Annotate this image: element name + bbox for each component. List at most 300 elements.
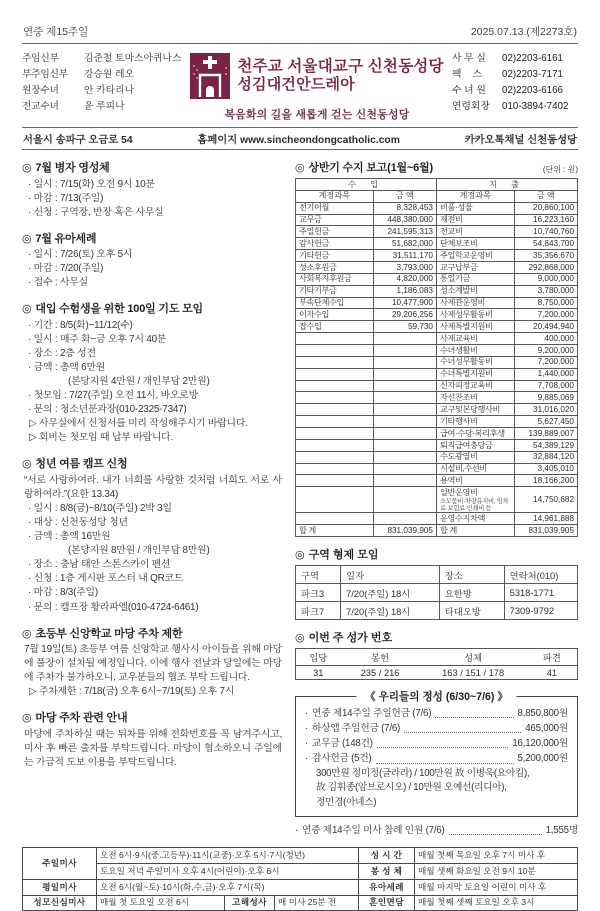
dot-leader	[449, 834, 542, 835]
contact-value: 02)2203-6161	[502, 53, 564, 64]
church-name-line1: 천주교 서울대교구 신천동성당	[237, 58, 444, 76]
offerings-list	[305, 706, 568, 810]
notice-line: · 마감 : 7/20(주일)	[28, 263, 104, 275]
church-logo	[190, 53, 230, 99]
income-amount-cell	[373, 356, 436, 368]
hymn-header-row	[296, 649, 578, 666]
income-account-cell	[296, 463, 374, 475]
notice-line: · 마감 : 7/13(주일)	[28, 192, 104, 204]
mass-schedule-row	[23, 895, 578, 911]
expense-account-cell: 사제성무활동비	[436, 309, 514, 321]
income-amount-cell: 59,730	[373, 321, 436, 333]
income-total-amount: 831,039,905	[373, 525, 436, 537]
notice-line: “서로 사랑하여라. 내가 너희를 사랑한 것처럼 너희도 서로 사랑하여라.”(요한 13.34)	[24, 474, 282, 500]
mass-content-cell: 매월 첫째 셋째 토요일 오후 3시	[415, 895, 578, 911]
expense-account-cell: 수도광열비	[436, 451, 514, 463]
expense-account-cell: 수녀생활비	[436, 345, 514, 357]
income-account-cell: 감사헌금	[296, 238, 374, 250]
finance-report-title: ◎ 상반기 수지 보고(1월~6월)	[295, 162, 433, 174]
kakao-channel: 카카오톡채널 신천동성당	[464, 135, 577, 146]
notice-section	[22, 230, 282, 291]
finance-row	[296, 513, 578, 525]
notice-line: · 첫모임 : 7/27(주일) 오전 11시, 바오로방	[28, 390, 198, 402]
homepage-label: 홈페이지	[197, 135, 238, 146]
dot-leader	[377, 747, 509, 748]
finance-column-header: 금 액	[373, 190, 436, 202]
notice-line: (본당지원 4만원 / 개인부담 2만원)	[68, 376, 210, 388]
bullet-marker-icon: ·	[305, 753, 309, 765]
expense-amount-cell: 3,780,000	[514, 285, 577, 297]
income-amount-cell	[373, 380, 436, 392]
group-cell: 7309-9792	[504, 602, 577, 620]
income-amount-cell	[373, 368, 436, 380]
expense-amount-cell: 54,389,129	[514, 439, 577, 451]
notice-line: · 일시 : 매주 화~금 오후 7시 40분	[28, 333, 167, 345]
contact-row	[452, 67, 578, 83]
contact-value: 02)2203-7171	[502, 69, 564, 81]
hymn-numbers-title: ◎ 이번 주 성가 번호	[295, 632, 393, 645]
notice-section-title	[22, 300, 282, 316]
section-marker-icon: ◎	[295, 632, 305, 645]
staff-name: 김준철 토마스아퀴나스	[84, 53, 182, 64]
mass-label-cell: 봉 성 체	[359, 864, 415, 880]
finance-row	[296, 321, 578, 333]
income-account-cell	[296, 404, 374, 416]
mass-content-cell: 오전 6시(월~토)·10시(화,수,금)·오후 7시(목)	[97, 879, 359, 895]
offering-line	[305, 736, 568, 751]
notice-line: ▷ 사무실에서 신청서를 미리 작성해주시기 바랍니다.	[29, 418, 248, 430]
attendance-label: 연중 제14주일 미사 참례 인원 (7/6)	[302, 825, 445, 837]
income-header: 수 입	[296, 179, 437, 191]
finance-row	[296, 404, 578, 416]
offerings-title: 《 우리들의 정성 (6/30~7/6) 》	[356, 689, 517, 704]
group-header-cell: 장소	[439, 566, 504, 584]
income-amount-cell: 10,477,900	[373, 297, 436, 309]
notice-line: 7월 19일(토) 초등부 여름 신앙학교 행사시 아이들을 위해 마당에 풀장이 설치될 예정입니다. 이에 행사 전날과 당일에는 마당에 주차가 불가하오니, 교우분들의 협조 부탁 드립니다.	[24, 644, 282, 684]
income-amount-cell	[373, 345, 436, 357]
income-amount-cell: 31,511,170	[373, 250, 436, 262]
mass-content-cell: 토요일 저녁 주일미사 오후 4시(어린이)·오후 6시	[97, 864, 359, 880]
mass-content-cell: 오전 6시·9시(중.고등부)·11시(교중)·오후 5시·7시(청년)	[97, 848, 359, 864]
income-amount-cell: 8,328,453	[373, 202, 436, 214]
staff-name: 강승원 레오	[84, 69, 135, 81]
top-bar	[22, 24, 578, 44]
finance-row	[296, 451, 578, 463]
finance-row	[296, 226, 578, 238]
expense-account-cell: 사제특별지원비	[436, 321, 514, 333]
offering-value: 5,200,000원	[517, 753, 568, 765]
expense-amount-cell: 31,016,020	[514, 404, 577, 416]
homepage-url: www.sincheondongcatholic.com	[240, 135, 400, 146]
section-marker-icon: ◎	[295, 162, 305, 174]
expense-account-cell: 교구및본당행사비	[436, 404, 514, 416]
section-marker-icon: ◎	[22, 303, 32, 316]
liturgical-season: 연중 제15주일	[23, 26, 89, 38]
hymn-value-cell: 235 / 216	[360, 667, 400, 678]
expense-account-cell: 성소계발비	[436, 285, 514, 297]
group-cell: 타대오방	[439, 602, 504, 620]
income-amount-cell: 4,820,000	[373, 273, 436, 285]
finance-table	[295, 178, 578, 537]
expense-account-cell: 자선찬조비	[436, 392, 514, 404]
offering-value: 465,000원	[525, 723, 568, 735]
notice-line: · 신청 : 1층 게시판 포스터 내 QR코드	[28, 573, 184, 585]
mass-label-cell: 성 시 간	[359, 848, 415, 864]
expense-account-cell: 용역비	[436, 475, 514, 487]
contact-label: 수 녀 원	[452, 85, 486, 97]
expense-amount-cell: 14,750,682	[514, 487, 577, 513]
expense-account-cell: 단체보조비	[436, 238, 514, 250]
finance-row	[296, 214, 578, 226]
church-name	[237, 58, 443, 94]
group-header-cell: 구역	[296, 566, 341, 584]
expense-account-cell: 사제관운영비	[436, 297, 514, 309]
right-column	[295, 159, 578, 838]
group-cell: 파크7	[296, 602, 341, 620]
finance-row	[296, 439, 578, 451]
dot-leader	[435, 717, 513, 718]
finance-row	[296, 309, 578, 321]
notice-title-text: 7월 병자 영성체	[35, 162, 110, 174]
offering-detail-line: 故 김휘종(암브로시오) / 10만원 오예선(리디아),	[316, 782, 507, 794]
expense-account-cell: 교구납부금	[436, 262, 514, 274]
expense-account-cell: 비품·성물	[436, 202, 514, 214]
finance-row	[296, 285, 578, 297]
finance-row	[296, 202, 578, 214]
staff-role: 부주임신부	[22, 69, 68, 81]
hymn-value-cell: 41	[546, 667, 558, 678]
notice-line: · 장소 : 충남 태안 스톤스카이 펜션	[28, 559, 171, 571]
mass-label-cell: 고해성사	[225, 895, 275, 911]
notice-line: · 기간 : 8/5(화)~11/12(수)	[28, 319, 133, 331]
mass-schedule-table	[22, 847, 578, 911]
offering-line	[305, 751, 568, 766]
income-account-cell: 사회복지후원금	[296, 273, 374, 285]
group-header-cell: 연락처(010)	[504, 566, 577, 584]
dot-leader	[376, 763, 514, 764]
group-cell: 요한방	[439, 584, 504, 602]
group-header-cell: 일자	[341, 566, 440, 584]
income-account-cell	[296, 380, 374, 392]
income-account-cell: 주일헌금	[296, 226, 374, 238]
group-row	[296, 584, 578, 602]
notice-title-text: 청년 여름 캠프 신청	[35, 458, 128, 471]
finance-row	[296, 333, 578, 345]
contact-list	[452, 51, 578, 116]
finance-row	[296, 463, 578, 475]
expense-amount-cell: 9,885,069	[514, 392, 577, 404]
expense-amount-cell: 32,884,120	[514, 451, 577, 463]
offering-detail-line: 300만원 정미정(글라라) / 100만원 故 이병욱(요아킴),	[316, 767, 530, 779]
bullet-marker-icon: ·	[305, 723, 309, 735]
notice-section-title	[22, 625, 282, 641]
finance-column-header: 계정과목	[436, 190, 514, 202]
expense-amount-cell: 7,200,000	[514, 309, 577, 321]
finance-column-header-row	[296, 190, 578, 202]
offering-line	[305, 706, 568, 721]
offering-label: 하상앱 주일헌금 (7/6)	[312, 723, 401, 735]
mass-label-cell: 성모신심미사	[23, 895, 97, 911]
offering-line	[305, 721, 568, 736]
dot-leader	[404, 732, 521, 733]
contact-value: 010-3894-7402	[502, 101, 569, 113]
notice-section	[22, 625, 282, 700]
mass-content-cell: 매 미사 25분 전	[275, 895, 359, 911]
income-account-cell	[296, 368, 374, 380]
income-amount-cell: 448,380,000	[373, 214, 436, 226]
expense-amount-cell: 9,200,000	[514, 345, 577, 357]
hymn-value-cell: 31	[313, 667, 324, 678]
issue-date: 2025.07.13.(제2273호)	[470, 26, 577, 38]
expense-amount-cell: 292,868,000	[514, 262, 577, 274]
notice-line: · 마감 : 8/3(주일)	[28, 587, 98, 599]
notice-title-text: 마당 주차 관련 안내	[35, 712, 128, 725]
staff-name: 윤 루피나	[84, 101, 125, 113]
finance-row	[296, 475, 578, 487]
notice-line: · 일시 : 7/26(토) 오후 5시	[28, 249, 133, 261]
group-cell: 5318-1771	[504, 584, 577, 602]
expense-account-cell: 기타행사비	[436, 416, 514, 428]
staff-member	[22, 83, 182, 99]
hymn-header-cell: 입당	[296, 649, 341, 666]
church-slogan: 복음화의 길을 새롭게 걷는 신천동성당	[224, 109, 410, 121]
left-column	[22, 159, 282, 838]
income-amount-cell	[373, 451, 436, 463]
expense-account-subnote: 소모품비·차량유지비, 임차료·보험료·인쇄비 등	[439, 497, 509, 512]
finance-row	[296, 297, 578, 309]
finance-row	[296, 487, 578, 513]
income-total-label: 합 계	[296, 525, 374, 537]
finance-total-row	[296, 525, 578, 537]
staff-role: 전교수녀	[22, 101, 59, 113]
notice-line: · 대상 : 신천동성당 청년	[28, 517, 128, 529]
notice-line: 마당에 주차하실 때는 뒤차를 위해 전화번호를 꼭 남겨주시고, 미사 후 빠른 출차를 부탁드립니다. 마당이 협소하오니 주일에는 가급적 도보 이용을 부탁드립니다.	[24, 728, 282, 768]
section-marker-icon: ◎	[22, 162, 32, 174]
finance-group-header-row	[296, 179, 578, 191]
hymn-value-cell: 163 / 151 / 178	[442, 667, 505, 678]
income-account-cell: 이자수입	[296, 309, 374, 321]
expense-account-cell: 통일기금	[436, 273, 514, 285]
expense-account-cell: 퇴직급여충당금	[436, 439, 514, 451]
offering-value: 8,850,800원	[517, 708, 568, 720]
income-amount-cell: 29,206,256	[373, 309, 436, 321]
notice-title-text: 대입 수험생을 위한 100일 기도 모임	[35, 303, 203, 316]
mass-schedule-row	[23, 879, 578, 895]
expense-amount-cell: 16,223,160	[514, 214, 577, 226]
income-account-cell: 기타헌금	[296, 250, 374, 262]
expense-amount-cell: 8,750,000	[514, 297, 577, 309]
group-meeting-title: ◎ 구역 형제 모임	[295, 549, 379, 562]
expense-amount-cell: 139,889,007	[514, 428, 577, 440]
bullet-marker-icon: ·	[305, 738, 309, 750]
finance-table-head	[296, 179, 578, 203]
mass-label-cell: 평일미사	[23, 879, 97, 895]
income-account-cell: 성소후원금	[296, 262, 374, 274]
notice-section-title	[22, 230, 282, 246]
expense-amount-cell: 5,627,450	[514, 416, 577, 428]
contact-row	[452, 99, 578, 115]
notice-title-text: 초등부 신앙학교 마당 주차 제한	[35, 627, 183, 640]
mass-schedule-row	[23, 848, 578, 864]
expense-account-cell: 제전비	[436, 214, 514, 226]
staff-member	[22, 99, 182, 115]
staff-member	[22, 51, 182, 67]
finance-column-header: 금 액	[514, 190, 577, 202]
finance-row	[296, 392, 578, 404]
income-amount-cell	[373, 475, 436, 487]
offering-label: 교무금 (148건)	[312, 738, 373, 750]
expense-amount-cell: 3,405,010	[514, 463, 577, 475]
income-amount-cell	[373, 487, 436, 513]
expense-account-cell: 주일학교운영비	[436, 250, 514, 262]
finance-row	[296, 345, 578, 357]
staff-role: 주임신부	[22, 53, 59, 64]
income-amount-cell	[373, 333, 436, 345]
notice-title-text: 7월 유아세례	[35, 232, 97, 245]
income-account-cell	[296, 513, 374, 525]
income-account-cell	[296, 428, 374, 440]
income-account-cell	[296, 392, 374, 404]
church-address: 서울시 송파구 오금로 54	[23, 135, 133, 146]
income-amount-cell	[373, 439, 436, 451]
group-cell: 7/20(주일) 18시	[341, 584, 440, 602]
income-account-cell: 전기이월	[296, 202, 374, 214]
group-cell: 7/20(주일) 18시	[341, 602, 440, 620]
expense-account-cell: 운영수지차액	[436, 513, 514, 525]
staff-role: 원장수녀	[22, 85, 59, 97]
finance-column-header: 계정과목	[296, 190, 374, 202]
income-account-cell: 교무금	[296, 214, 374, 226]
church-name-line2: 성김대건안드레아	[237, 76, 355, 94]
expense-account-cell: 일반운영비 소모품비·차량유지비, 임차료·보험료·인쇄비 등	[436, 487, 514, 513]
main-content	[22, 150, 578, 838]
mass-content-cell: 매월 마지막 토요일 어린이 미사 후	[415, 879, 578, 895]
income-amount-cell	[373, 404, 436, 416]
income-account-cell: 부속단체수입	[296, 297, 374, 309]
homepage	[197, 131, 399, 146]
contact-value: 02)2203-6166	[502, 85, 564, 97]
notice-section-title	[22, 159, 282, 175]
mass-schedule-row	[23, 864, 578, 880]
finance-row	[296, 238, 578, 250]
mass-content-cell: 매월 셋째 화요일 오전 9시 10분	[415, 864, 578, 880]
offering-label: 연중 제14주일 주일헌금 (7/6)	[312, 708, 432, 720]
hymn-header-cell: 파견	[527, 649, 578, 666]
offerings-box	[295, 691, 578, 817]
hymn-header-cell: 성체	[420, 649, 527, 666]
finance-row	[296, 380, 578, 392]
finance-row	[296, 416, 578, 428]
contact-label: 팩 스	[452, 69, 482, 81]
notice-line: · 금액 : 총액 6만원	[28, 362, 106, 374]
expense-amount-cell: 7,200,000	[514, 356, 577, 368]
staff-list	[22, 51, 182, 116]
finance-row	[296, 428, 578, 440]
income-amount-cell	[373, 416, 436, 428]
attendance-value: 1,555명	[545, 825, 578, 837]
notice-line: ▷ 회비는 첫모임 때 납부 바랍니다.	[29, 432, 174, 444]
notice-line: (본당지원 8만원 / 개인부담 8만원)	[68, 545, 210, 557]
income-amount-cell	[373, 513, 436, 525]
mass-label-cell: 유아세례	[359, 879, 415, 895]
income-account-cell	[296, 416, 374, 428]
finance-table-body	[296, 202, 578, 536]
finance-row	[296, 356, 578, 368]
expense-amount-cell: 35,356,670	[514, 250, 577, 262]
staff-member	[22, 67, 182, 83]
group-meeting-table	[295, 565, 578, 620]
notice-line: · 문의 : 캠프장 황라파엘(010-4724-6461)	[28, 601, 199, 613]
masthead	[22, 44, 578, 127]
mass-attendance-line	[295, 823, 578, 838]
expense-account-cell: 신자피정교육비	[436, 380, 514, 392]
income-account-cell: 기타기부금	[296, 285, 374, 297]
income-amount-cell	[373, 428, 436, 440]
finance-row	[296, 250, 578, 262]
offering-label: 감사헌금 (5건)	[312, 753, 372, 765]
expense-account-cell: 수녀성무활동비	[436, 356, 514, 368]
expense-amount-cell: 20,494,940	[514, 321, 577, 333]
section-marker-icon: ◎	[295, 549, 305, 562]
notice-section	[22, 300, 282, 445]
expense-amount-cell: 400,000	[514, 333, 577, 345]
group-header-row	[296, 566, 578, 584]
group-cell: 파크3	[296, 584, 341, 602]
income-account-cell	[296, 487, 374, 513]
mass-content-cell: 매월 첫 토요일 오전 6시	[97, 895, 225, 911]
expense-account-cell: 사제교육비	[436, 333, 514, 345]
hymn-numbers-table	[295, 648, 578, 680]
offering-detail-line: 정민경(아녜스)	[316, 796, 377, 808]
notice-line: · 문의 : 청소년분과장(010-2325-7347)	[28, 404, 187, 416]
finance-report-header	[295, 159, 578, 175]
notice-line: · 일시 : 8/8(금)~8/10(주일) 2박 3일	[28, 503, 172, 515]
mass-label-cell: 주일미사	[23, 848, 97, 880]
mass-content-cell: 매월 첫째 목요일 오후 7시 미사 후	[415, 848, 578, 864]
income-account-cell	[296, 451, 374, 463]
expense-amount-cell: 10,740,760	[514, 226, 577, 238]
expense-amount-cell: 7,708,000	[514, 380, 577, 392]
contact-row	[452, 51, 578, 67]
offering-value: 16,120,000원	[512, 738, 568, 750]
notice-line: · 일시 : 7/15(화) 오전 9시 10분	[28, 178, 155, 190]
notice-section	[22, 455, 282, 614]
section-marker-icon: ◎	[22, 627, 32, 640]
bullet-marker-icon: ·	[295, 825, 299, 837]
expense-amount-cell: 54,843,700	[514, 238, 577, 250]
income-account-cell	[296, 475, 374, 487]
expense-total-amount: 831,039,905	[514, 525, 577, 537]
hymn-value-row	[296, 666, 578, 680]
contact-label: 연령회장	[452, 101, 490, 113]
income-amount-cell: 3,793,000	[373, 262, 436, 274]
finance-row	[296, 368, 578, 380]
income-amount-cell: 241,595,313	[373, 226, 436, 238]
income-amount-cell	[373, 392, 436, 404]
notice-line: · 접수 : 사무실	[28, 277, 88, 289]
expense-amount-cell: 9,000,000	[514, 273, 577, 285]
section-marker-icon: ◎	[22, 712, 32, 725]
income-account-cell: 잡수입	[296, 321, 374, 333]
hymn-header-cell: 봉헌	[341, 649, 420, 666]
income-amount-cell	[373, 463, 436, 475]
income-account-cell	[296, 356, 374, 368]
income-account-cell	[296, 439, 374, 451]
expense-amount-cell: 14,961,888	[514, 513, 577, 525]
notice-line: · 금액 : 총액 16만원	[28, 531, 111, 543]
section-marker-icon: ◎	[22, 232, 32, 245]
finance-row	[296, 273, 578, 285]
